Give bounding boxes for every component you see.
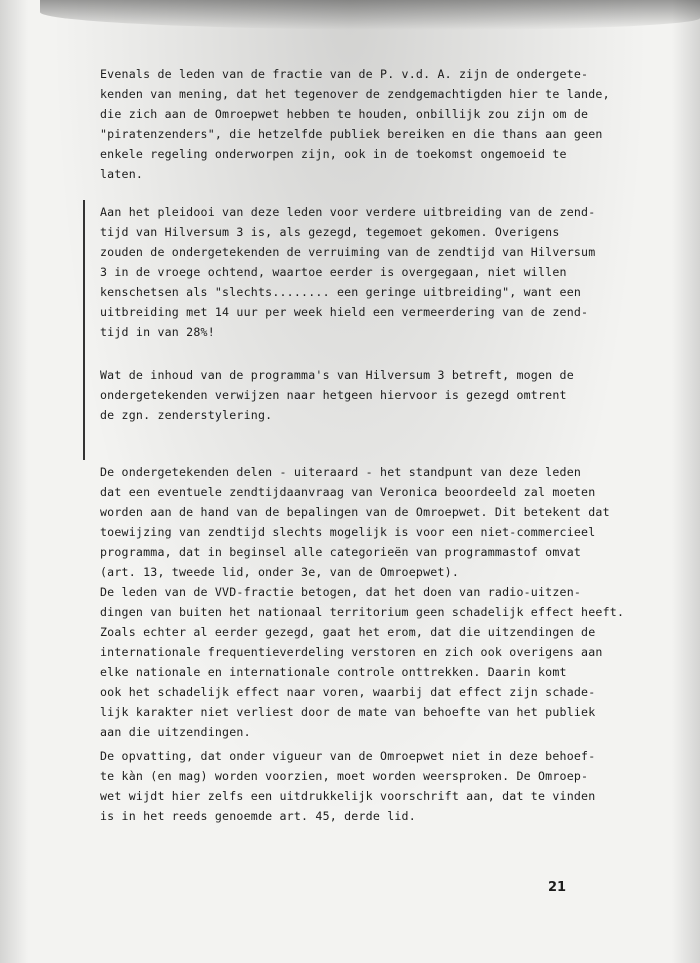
text-line: kenschetsen als "slechts........ een geringe uitbreiding", want een <box>100 285 582 299</box>
text-line: Evenals de leden van de fractie van de P. v.d. A. zijn de ondergete- <box>100 67 589 81</box>
text-line: elke nationale en internationale controle onttrekken. Daarin komt <box>100 665 567 679</box>
text-line: Aan het pleidooi van deze leden voor verdere uitbreiding van de zend- <box>100 205 596 219</box>
text-line: zouden de ondergetekenden de verruiming van de zendtijd van Hilversum <box>100 245 596 259</box>
text-line: De leden van de VVD-fractie betogen, dat het doen van radio-uitzen- <box>100 585 582 599</box>
text-line: ondergetekenden verwijzen naar hetgeen hiervoor is gezegd omtrent <box>100 388 567 402</box>
paragraph-1 <box>100 64 610 184</box>
text-line: "piratenzenders", die hetzelfde publiek bereiken en die thans aan geen <box>100 127 603 141</box>
text-line: de zgn. zenderstylering. <box>100 408 273 422</box>
text-line: 3 in de vroege ochtend, waartoe eerder is overgegaan, niet willen <box>100 265 567 279</box>
text-line: De ondergetekenden delen - uiteraard - het standpunt van deze leden <box>100 465 582 479</box>
text-line: De opvatting, dat onder vigueur van de Omroepwet niet in deze behoef- <box>100 749 596 763</box>
paragraph-3 <box>100 365 600 425</box>
text-line: uitbreiding met 14 uur per week hield een vermeerdering van de zend- <box>100 305 589 319</box>
text-line: aan die uitzendingen. <box>100 725 251 739</box>
scan-smudge <box>40 0 700 30</box>
text-line: wet wijdt hier zelfs een uitdrukkelijk voorschrift aan, dat te vinden <box>100 789 596 803</box>
text-line: te kàn (en mag) worden voorzien, moet worden weersproken. De Omroep- <box>100 769 589 783</box>
text-line: laten. <box>100 167 144 181</box>
text-line: Wat de inhoud van de programma's van Hilversum 3 betreft, mogen de <box>100 368 574 382</box>
text-line: dat een eventuele zendtijdaanvraag van Veronica beoordeeld zal moeten <box>100 485 596 499</box>
text-line: enkele regeling onderworpen zijn, ook in de toekomst ongemoeid te <box>100 147 567 161</box>
text-line: lijk karakter niet verliest door de mate van behoefte van het publiek <box>100 705 596 719</box>
paragraph-5 <box>100 746 600 826</box>
paragraph-4 <box>100 462 625 742</box>
text-line: toewijzing van zendtijd slechts mogelijk is voor een niet-commercieel <box>100 525 596 539</box>
text-line: (art. 13, tweede lid, onder 3e, van de Omroepwet). <box>100 565 460 579</box>
text-line: kenden van mening, dat het tegenover de zendgemachtigden hier te lande, <box>100 87 610 101</box>
text-line: is in het reeds genoemde art. 45, derde lid. <box>100 809 416 823</box>
text-line: die zich aan de Omroepwet hebben te houden, onbillijk zou zijn om de <box>100 107 589 121</box>
text-line: ook het schadelijk effect naar voren, waarbij dat effect zijn schade- <box>100 685 596 699</box>
text-line: tijd in van 28%! <box>100 325 215 339</box>
text-line: tijd van Hilversum 3 is, als gezegd, tegemoet gekomen. Overigens <box>100 225 560 239</box>
paragraph-2 <box>100 202 600 342</box>
margin-mark <box>83 200 85 460</box>
text-line: programma, dat in beginsel alle categorieën van programmastof omvat <box>100 545 582 559</box>
text-line: Zoals echter al eerder gezegd, gaat het erom, dat die uitzendingen de <box>100 625 596 639</box>
page-number: 21 <box>548 880 567 895</box>
text-line: dingen van buiten het nationaal territorium geen schadelijk effect heeft. <box>100 605 625 619</box>
text-line: internationale frequentieverdeling verstoren en zich ook overigens aan <box>100 645 603 659</box>
text-line: worden aan de hand van de bepalingen van de Omroepwet. Dit betekent dat <box>100 505 610 519</box>
